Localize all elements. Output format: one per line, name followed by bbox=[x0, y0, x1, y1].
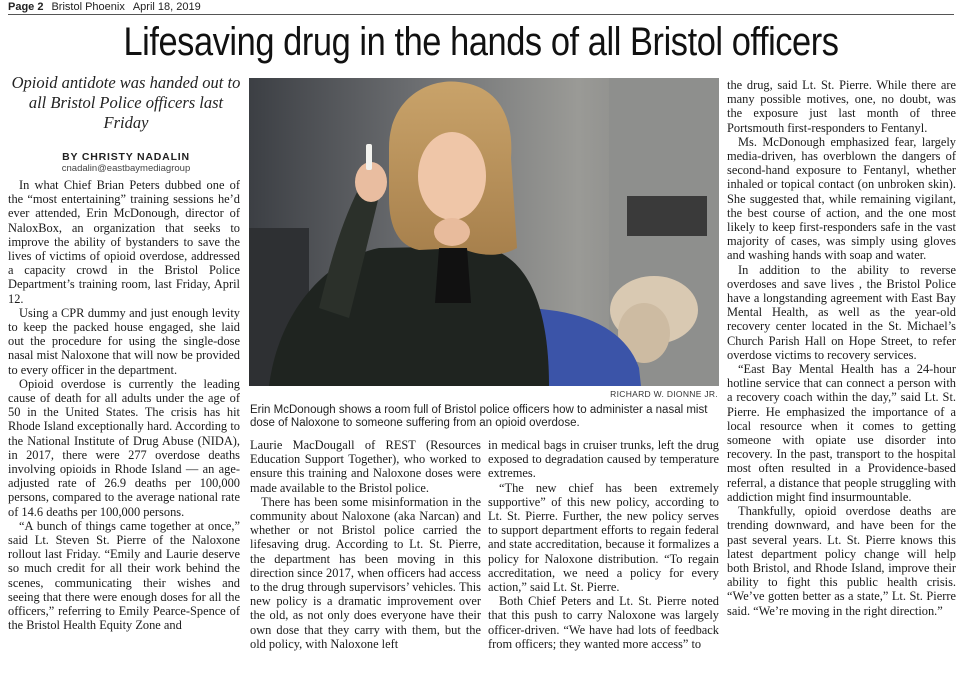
paragraph: Laurie MacDougall of REST (Resources Education Support Together), who worked to ensure this training and Naloxone doses were made available to the Bristol police. bbox=[250, 438, 481, 495]
article-photo bbox=[249, 78, 719, 386]
photo-caption: Erin McDonough shows a room full of Bristol police officers how to administer a nasal mist dose of Naloxone to someone suffering from an opioid overdose. bbox=[250, 404, 708, 429]
author-email: cnadalin@eastbaymediagroup bbox=[61, 163, 191, 174]
publication-name: Bristol Phoenix bbox=[51, 1, 125, 13]
paragraph: “A bunch of things came together at once,” said Lt. Steven St. Pierre of the Naloxone rollout last Friday. “Emily and Laurie deserve so much credit for all their work behind the scenes, communicating their wishes and seeing that there were enough doses for all the officers,” referring to Emily Pearce-Spence of the Bristol Health Equity Zone and bbox=[8, 518, 240, 633]
paragraph: the drug, said Lt. St. Pierre. While there are many possible motives, one, no doubt, was the exposure just last month of three Portsmouth first-responders to Fentanyl. bbox=[727, 78, 956, 135]
paragraph: Both Chief Peters and Lt. St. Pierre noted that this push to carry Naloxone was largely officer-driven. “We have had lots of feedback from officers; they wanted more access” to bbox=[488, 594, 719, 651]
headline: Lifesaving drug in the hands of all Bristol officers bbox=[123, 20, 839, 64]
byline: BY CHRISTY NADALIN bbox=[62, 151, 190, 163]
page-number: Page 2 bbox=[8, 1, 44, 13]
paragraph: Thankfully, opioid overdose deaths are trending downward, and have been for the past several years. Lt. St. Pierre knows this latest department policy change will help both Bristol, and Rhode Island, improve their ability to fight this public health crisis. “We’ve gotten better as a state,” Lt. St. Pierre said. “We’re moving in the right direction.” bbox=[727, 504, 956, 618]
paragraph: Ms. McDonough emphasized fear, largely media-driven, has overblown the dangers of second-hand exposure to Fentanyl, whether inhaled or topical contact (on unbroken skin). She suggested that, while remaining vigilant, the best course of action, and the one most likely to keep first-responders safe in the vast majority of cases, was simply using gloves and washing hands with soap and water. bbox=[727, 134, 956, 263]
deck: Opioid antidote was handed out to all Bristol Police officers last Friday bbox=[11, 73, 241, 132]
paragraph: “The new chief has been extremely supportive” of this new policy, according to Lt. St. Pierre. Further, the new policy serves to support department efforts to regain federal and state accreditation, because it formalizes a policy for Naloxone distribution. “To regain accreditation, we need a policy for every action,” said Lt. St. Pierre. bbox=[488, 480, 719, 595]
paragraph: in medical bags in cruiser trunks, left the drug exposed to degradation caused by temperature extremes. bbox=[488, 438, 719, 481]
article-column-3 bbox=[488, 438, 719, 651]
paragraph: Opioid overdose is currently the leading cause of death for all adults under the age of 50 in the United States. The crisis has hit Rhode Island exceptionally hard. According to the National Institute of Drug Abuse (NIDA), in 2017, there were 277 overdose deaths involving opioids in Rhode Island — an age-adjusted rate of 26.9 deaths per 100,000 persons, compared to the average national rate of 14.6 deaths per 100,000 persons. bbox=[8, 376, 240, 519]
article-column-1 bbox=[8, 178, 240, 633]
article-column-4 bbox=[727, 78, 956, 618]
paragraph: There has been some misinformation in the community about Naloxone (aka Narcan) and whether or not Bristol police carried the lifesaving drug. According to Lt. St. Pierre, the department has been moving in this direction since 2017, when officers had access to the drug through supervisors’ vehicles. This new policy is a dramatic improvement over the old, as not only does everyone have their own dose that they carry with them, but the old policy, with Naloxone left bbox=[250, 494, 481, 651]
paragraph: In what Chief Brian Peters dubbed one of the “most entertaining” training sessions he’d ever attended, Erin McDonough, director of NaloxBox, an organization that seeks to improve the ability of bystanders to save the lives of victims of opioid overdose, addressed a capacity crowd in the Bristol Police Department’s training room, last Friday, April 12. bbox=[8, 178, 240, 306]
photo-illustration bbox=[249, 78, 719, 386]
paragraph: In addition to the ability to reverse overdoses and save lives , the Bristol Police have a longstanding agreement with East Bay Mental Health, as well as the year-old recovery center located in the St. Michael’s Church Parish Hall on Hope Street, to refer overdose victims to recovery services. bbox=[727, 262, 956, 362]
paragraph: “East Bay Mental Health has a 24-hour hotline service that can connect a person with a recovery coach within the day,” said Lt. St. Pierre. He emphasized the importance of a local resource when it comes to getting someone with opiate use disorder into recovery. In the past, transport to the hospital most often resulted in a Providence-based referral, a distance that people struggling with addiction might find insurmountable. bbox=[727, 362, 956, 504]
paragraph: Using a CPR dummy and just enough levity to keep the packed house engaged, she laid out the procedure for using the single-dose nasal mist Naloxone that will now be provided to every officer in the department. bbox=[8, 305, 240, 377]
photo-credit: RICHARD W. DIONNE JR. bbox=[610, 389, 718, 399]
article-column-2 bbox=[250, 438, 481, 651]
issue-date: April 18, 2019 bbox=[132, 1, 201, 13]
